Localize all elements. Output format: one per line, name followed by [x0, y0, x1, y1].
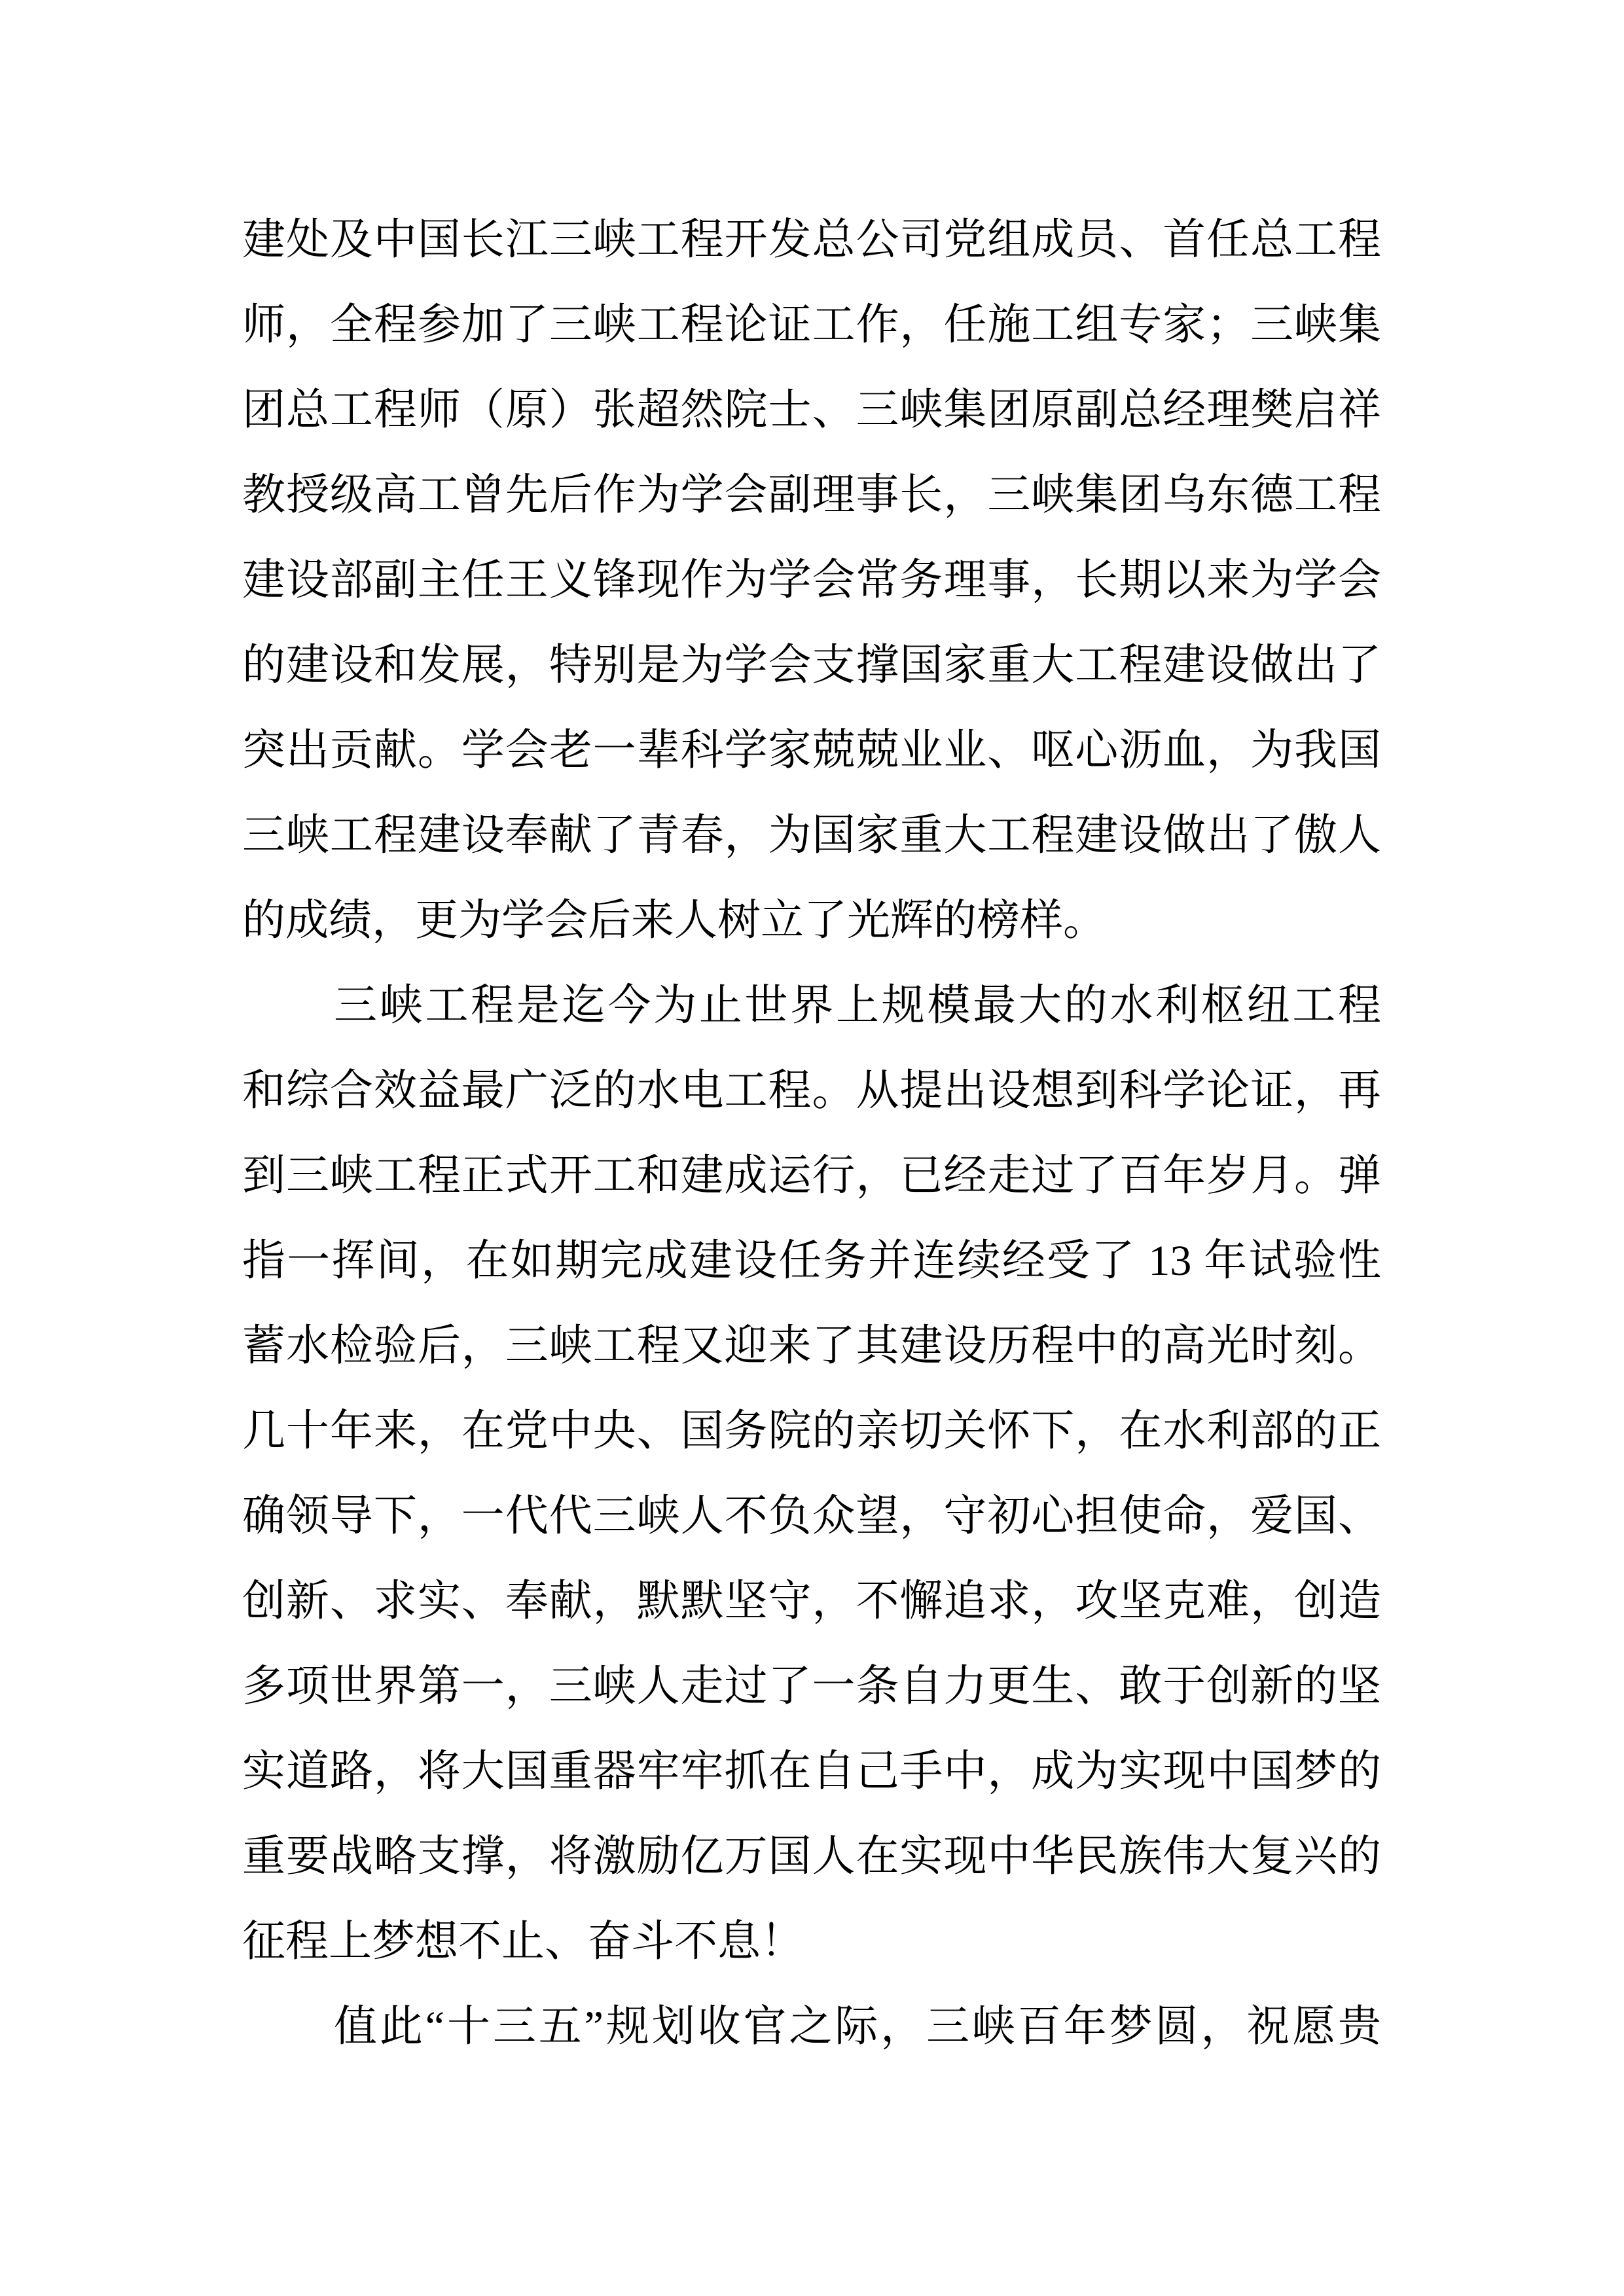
text-line: 几十年来，在党中央、国务院的亲切关怀下，在水利部的正	[242, 1407, 1381, 1455]
text-line: 三峡工程建设奉献了青春，为国家重大工程建设做出了傲人	[242, 812, 1381, 859]
document-text	[242, 198, 1381, 2070]
text-line: 教授级高工曾先后作为学会副理事长，三峡集团乌东德工程	[242, 471, 1381, 519]
text-line: 团总工程师（原）张超然院士、三峡集团原副总经理樊启祥	[242, 386, 1381, 434]
text-line: 到三峡工程正式开工和建成运行，已经走过了百年岁月。弹	[242, 1152, 1381, 1200]
text-line: 的建设和发展，特别是为学会支撑国家重大工程建设做出了	[242, 641, 1381, 689]
text-line: 指一挥间，在如期完成建设任务并连续经受了 13 年试验性	[242, 1237, 1381, 1285]
text-line: 实道路，将大国重器牢牢抓在自己手中，成为实现中国梦的	[242, 1748, 1381, 1795]
text-line: 确领导下，一代代三峡人不负众望，守初心担使命，爱国、	[242, 1492, 1381, 1540]
text-line: 师，全程参加了三峡工程论证工作，任施工组专家；三峡集	[242, 301, 1381, 349]
text-line: 征程上梦想不止、奋斗不息！	[242, 1918, 804, 1965]
text-line: 蓄水检验后，三峡工程又迎来了其建设历程中的高光时刻。	[242, 1322, 1381, 1370]
text-line: 建设部副主任王义锋现作为学会常务理事，长期以来为学会	[242, 556, 1381, 604]
text-line: 的成绩，更为学会后来人树立了光辉的榜样。	[242, 897, 1106, 944]
text-line: 值此“十三五”规划收官之际，三峡百年梦圆，祝愿贵	[334, 2003, 1381, 2051]
text-line: 突出贡献。学会老一辈科学家兢兢业业、呕心沥血，为我国	[242, 726, 1381, 774]
text-line: 多项世界第一，三峡人走过了一条自力更生、敢于创新的坚	[242, 1662, 1381, 1710]
text-line: 和综合效益最广泛的水电工程。从提出设想到科学论证，再	[242, 1067, 1381, 1115]
text-line: 建处及中国长江三峡工程开发总公司党组成员、首任总工程	[242, 216, 1381, 264]
text-line: 创新、求实、奉献，默默坚守，不懈追求，攻坚克难，创造	[242, 1577, 1381, 1625]
text-line: 三峡工程是迄今为止世界上规模最大的水利枢纽工程	[334, 982, 1381, 1030]
text-line: 重要战略支撑，将激励亿万国人在实现中华民族伟大复兴的	[242, 1833, 1381, 1880]
